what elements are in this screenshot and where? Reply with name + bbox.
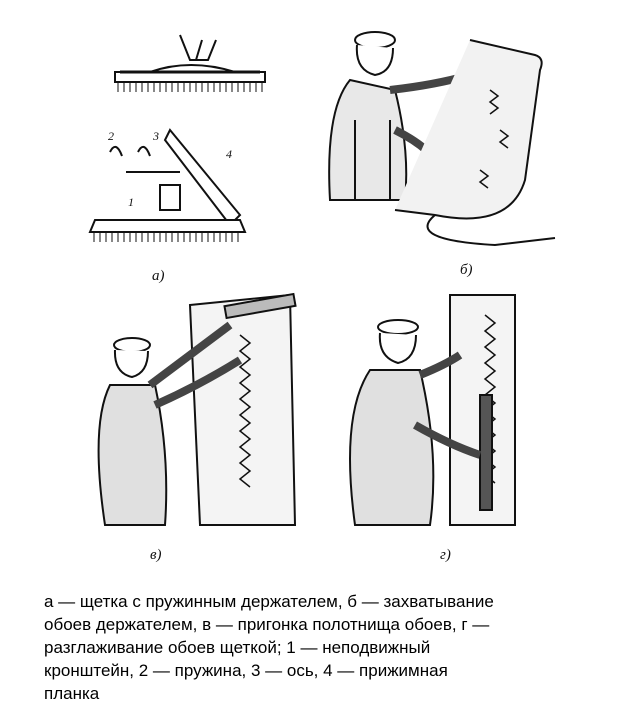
figure-caption (44, 590, 604, 705)
callout-3: 3 (153, 129, 159, 143)
caption-line: разглаживание обоев щеткой; 1 — неподвижный (44, 638, 431, 657)
worker-fitting-drawing (90, 285, 320, 575)
worker-smoothing-drawing (320, 285, 580, 575)
panel-b-grabbing-wallpaper (295, 0, 580, 290)
brush-bristles-bottom (94, 232, 238, 242)
caption-line: а — щетка с пружинным держателем, б — захватывание (44, 592, 494, 611)
callout-4: 4 (226, 147, 232, 161)
brush-drawing (40, 0, 300, 290)
worker-grabbing-drawing (295, 0, 580, 290)
panel-label-g: г) (440, 547, 451, 563)
caption-line: обоев держателем, в — пригонка полотнища обоев, г — (44, 615, 490, 634)
brush-exploded (90, 130, 245, 232)
panel-label-a: а) (152, 268, 165, 284)
caption-line: кронштейн, 2 — пружина, 3 — ось, 4 — прижимная (44, 661, 448, 680)
panel-g-smoothing-brush (320, 285, 580, 575)
brush-bristles-top (118, 82, 262, 92)
panel-label-v: в) (150, 547, 162, 563)
illustration-figure (40, 0, 580, 578)
callout-1: 1 (128, 195, 134, 209)
panel-label-b: б) (460, 262, 473, 278)
brush-assembled (115, 35, 265, 82)
panel-v-fitting-strip (90, 285, 320, 575)
callout-2: 2 (108, 129, 114, 143)
panel-a-brush-diagram (40, 0, 300, 290)
caption-line: планка (44, 684, 100, 703)
